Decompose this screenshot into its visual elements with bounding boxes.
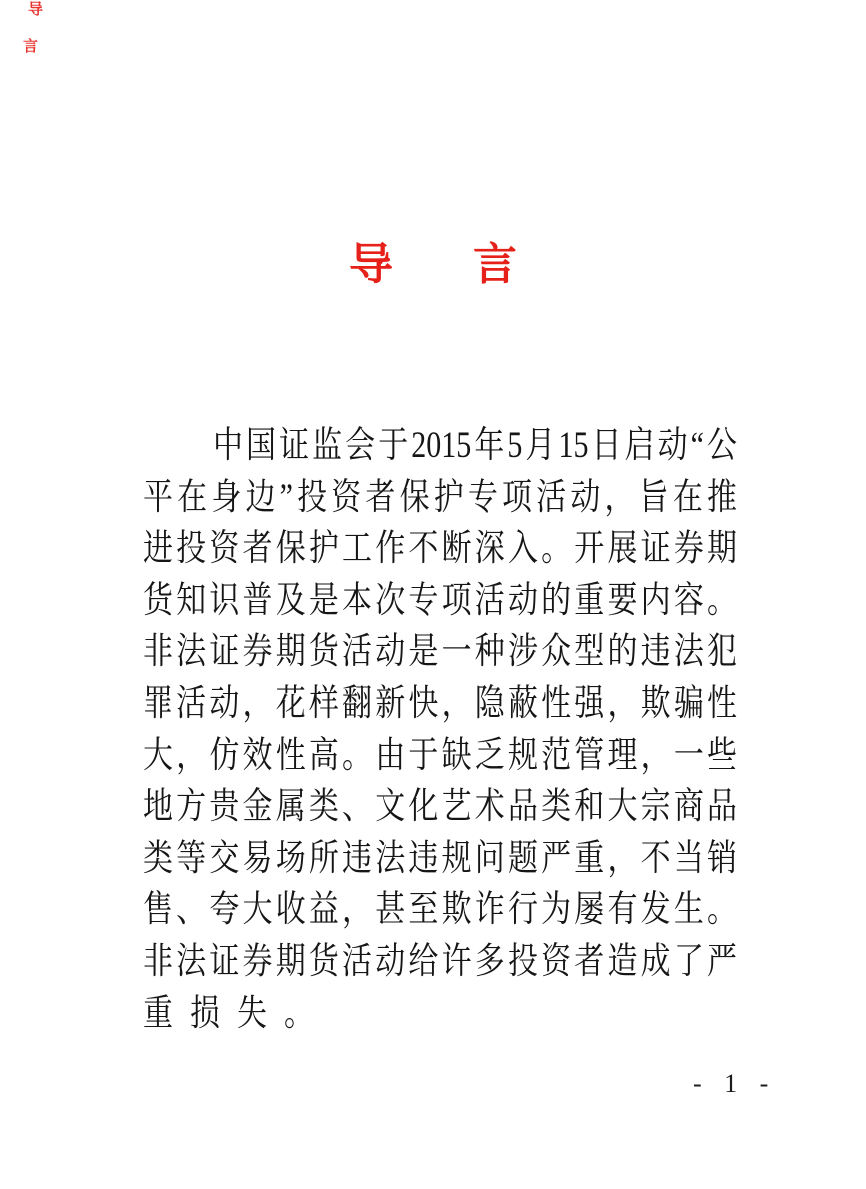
body-paragraph bbox=[143, 420, 737, 1039]
page-title bbox=[0, 240, 866, 289]
body-line: 大，仿效性高。由于缺乏规范管理，一些 bbox=[143, 734, 737, 776]
body-line: 平在身边”投资者保护专项活动，旨在推 bbox=[143, 476, 737, 518]
body-line: 非法证券期货活动是一种涉众型的违法犯 bbox=[143, 631, 737, 672]
title-char-1: 导 bbox=[349, 240, 393, 289]
body-line: 重损失。 bbox=[143, 992, 331, 1034]
page-number: - 1 - bbox=[693, 1069, 771, 1098]
red-bleed-mark-bottom: 言 bbox=[23, 39, 39, 55]
body-line: 罪活动，花样翻新快，隐蔽性强，欺骗性 bbox=[143, 683, 737, 724]
body-line: 类等交易场所违法违规问题严重，不当销 bbox=[143, 838, 737, 879]
body-line: 货知识普及是本次专项活动的重要内容。 bbox=[143, 580, 737, 621]
red-bleed-mark-top: 导 bbox=[28, 2, 44, 18]
body-line: 进投资者保护工作不断深入。开展证券期 bbox=[143, 528, 737, 569]
body-line: 地方贵金属类、文化艺术品类和大宗商品 bbox=[143, 786, 737, 827]
title-char-2: 言 bbox=[473, 240, 517, 289]
body-line: 售、夸大收益，甚至欺诈行为屡有发生。 bbox=[143, 889, 737, 930]
body-line: 中国证监会于2015年5月15日启动“公 bbox=[213, 425, 737, 466]
body-line: 非法证券期货活动给许多投资者造成了严 bbox=[143, 941, 737, 982]
